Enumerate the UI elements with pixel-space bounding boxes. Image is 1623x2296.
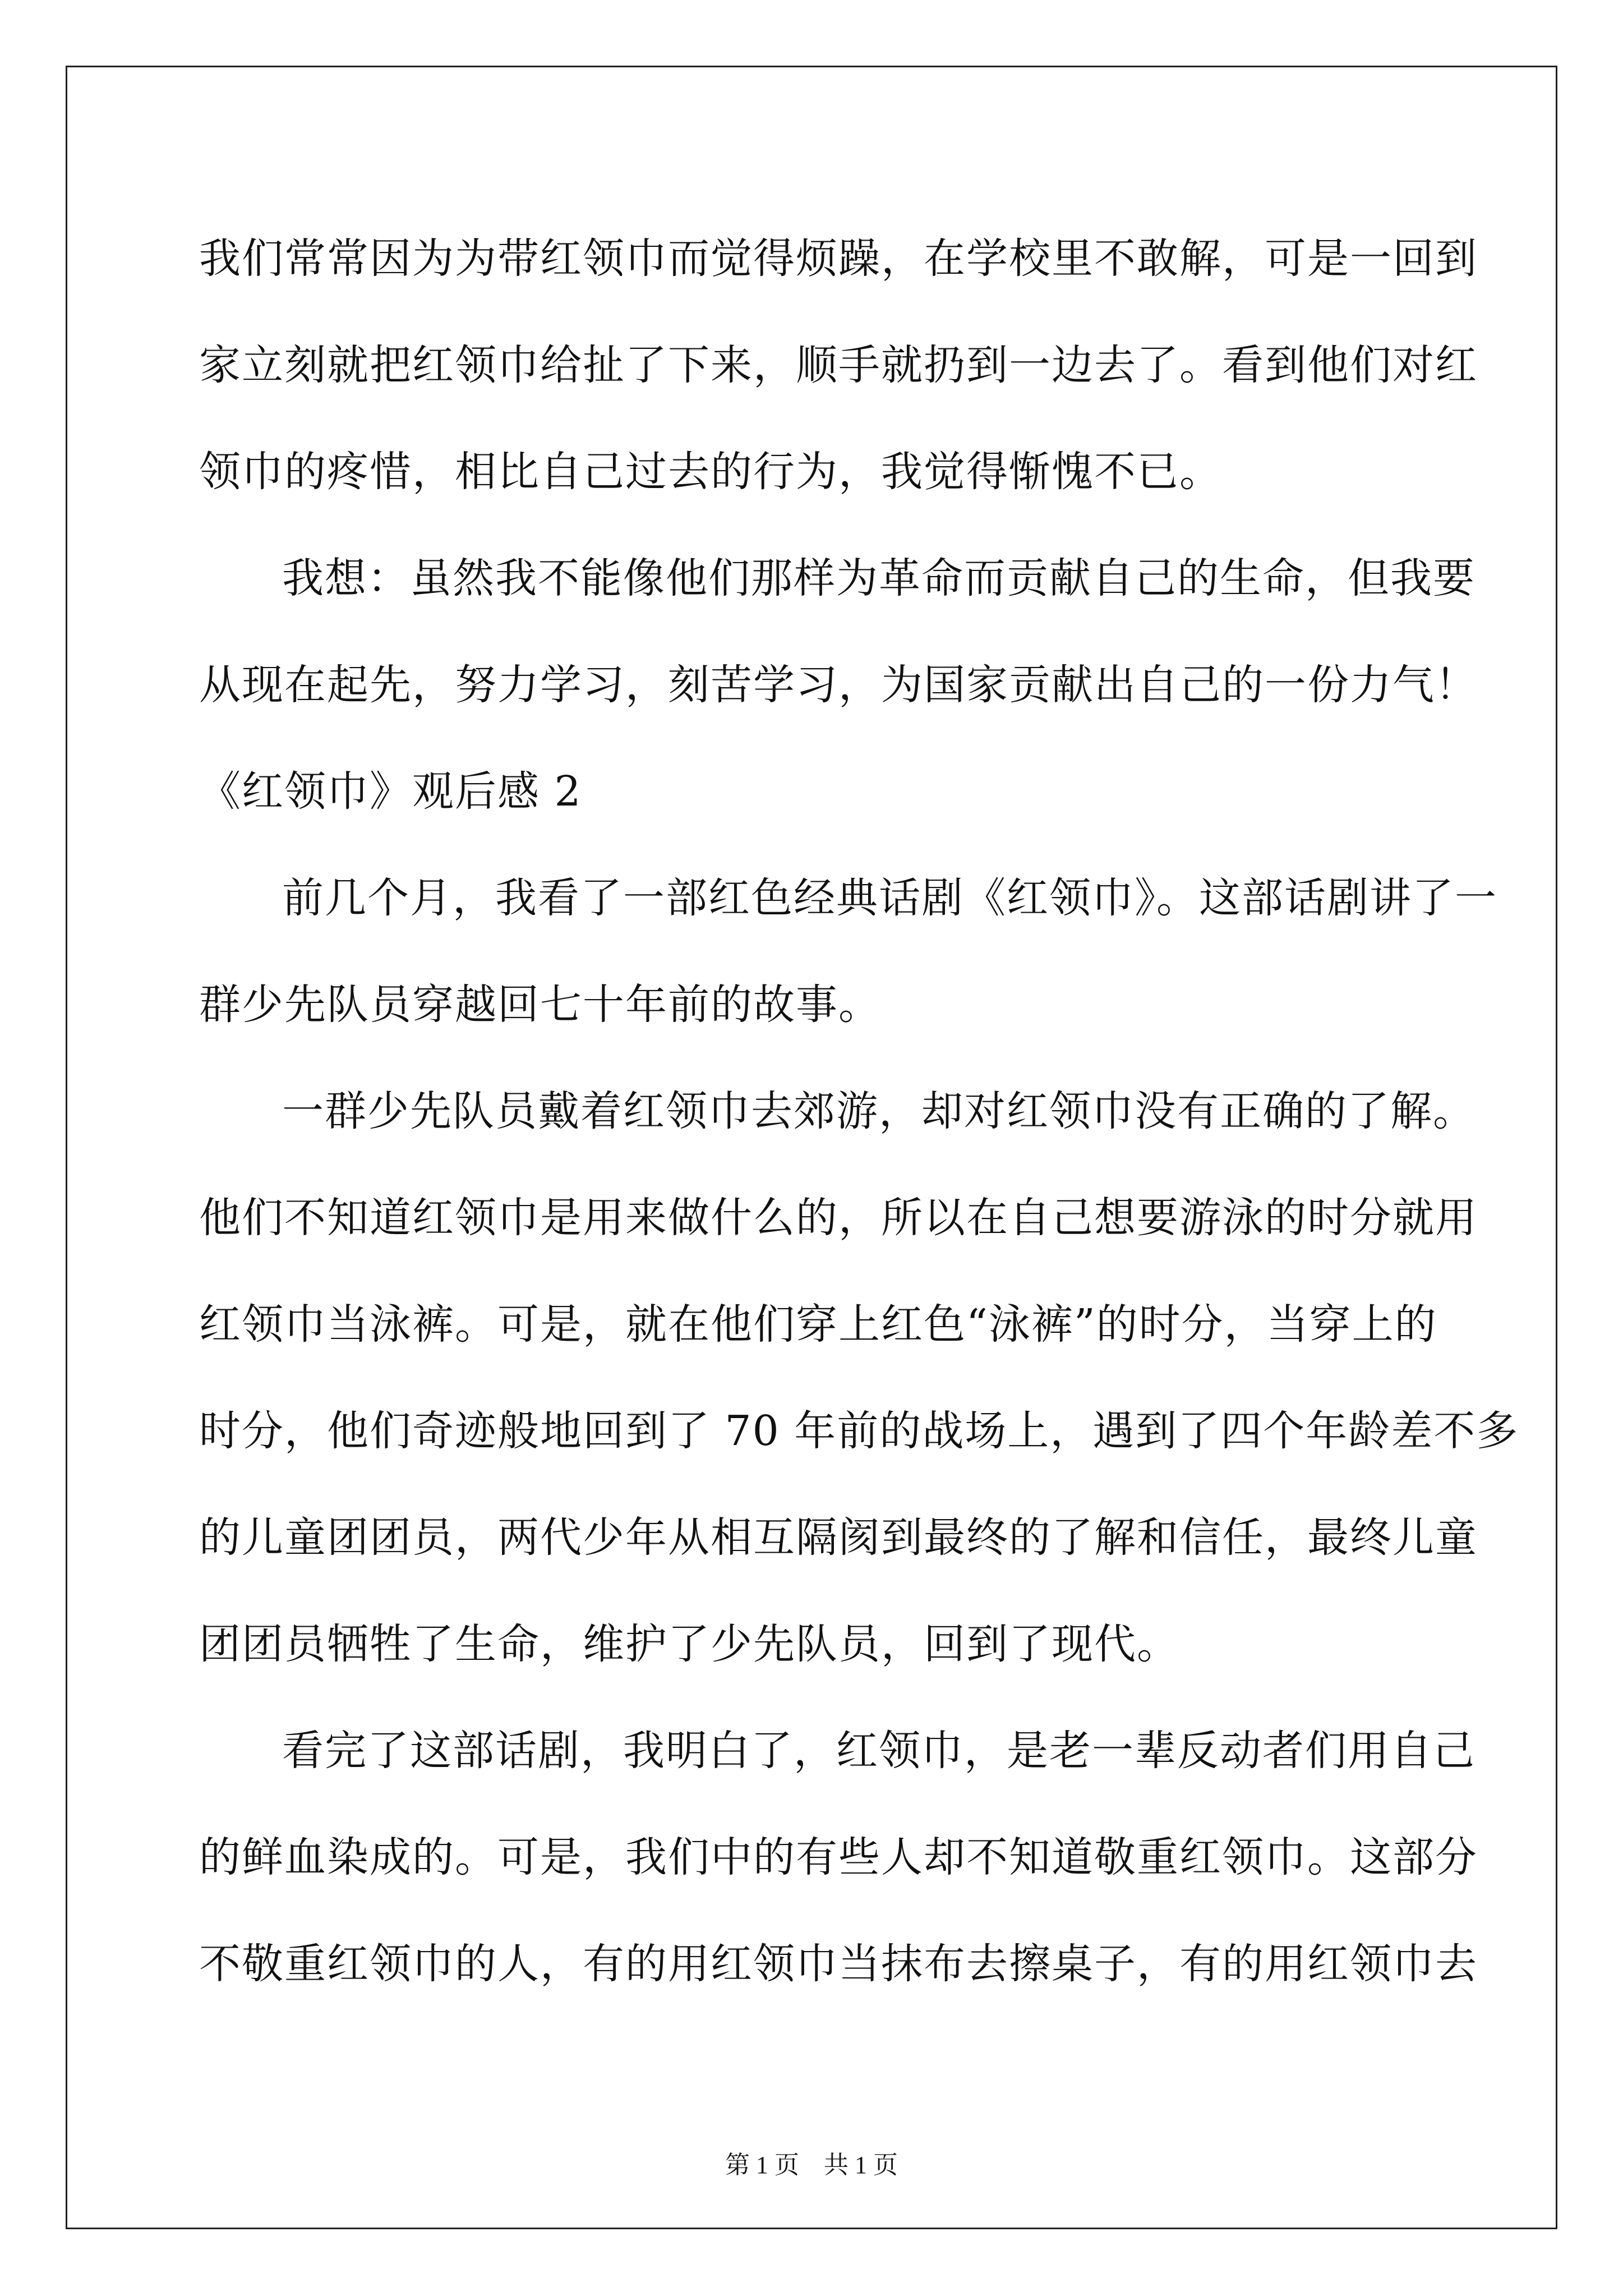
text-line: 时分，他们奇迹般地回到了 70 年前的战场上，遇到了四个年龄差不多 xyxy=(199,1407,1519,1455)
document-body xyxy=(199,205,1519,2017)
text-line: 的儿童团团员，两代少年从相互隔阂到最终的了解和信任，最终儿童 xyxy=(199,1513,1478,1562)
text-line: 从现在起先，努力学习，刻苦学习，为国家贡献出自己的一份力气！ xyxy=(199,661,1478,709)
paragraph-start-line: 前几个月，我看了一部红色经典话剧《红领巾》。这部话剧讲了一 xyxy=(282,874,1497,922)
text-line: 红领巾当泳裤。可是，就在他们穿上红色“泳裤”的时分，当穿上的 xyxy=(199,1300,1437,1349)
text-line: 不敬重红领巾的人，有的用红领巾当抹布去擦桌子，有的用红领巾去 xyxy=(199,1940,1478,1988)
section-heading: 《红领巾》观后感 2 xyxy=(199,767,582,816)
text-line: 家立刻就把红领巾给扯了下来，顺手就扔到一边去了。看到他们对红 xyxy=(199,341,1478,389)
text-line: 我们常常因为为带红领巾而觉得烦躁，在学校里不敢解，可是一回到 xyxy=(199,234,1478,283)
text-line: 他们不知道红领巾是用来做什么的，所以在自己想要游泳的时分就用 xyxy=(199,1194,1478,1242)
text-line: 的鲜血染成的。可是，我们中的有些人却不知道敬重红领巾。这部分 xyxy=(199,1833,1478,1881)
paragraph-start-line: 看完了这部话剧，我明白了，红领巾，是老一辈反动者们用自己 xyxy=(282,1727,1476,1775)
paragraph-start-line: 一群少先队员戴着红领巾去郊游，却对红领巾没有正确的了解。 xyxy=(282,1087,1476,1135)
text-line: 领巾的疼惜，相比自己过去的行为，我觉得惭愧不已。 xyxy=(199,448,1222,496)
text-line: 群少先队员穿越回七十年前的故事。 xyxy=(199,981,881,1029)
page-footer: 第 1 页 共 1 页 xyxy=(725,2151,898,2179)
text-line: 团团员牺牲了生命，维护了少先队员，回到了现代。 xyxy=(199,1620,1179,1668)
paragraph-start-line: 我想：虽然我不能像他们那样为革命而贡献自己的生命，但我要 xyxy=(282,554,1476,602)
